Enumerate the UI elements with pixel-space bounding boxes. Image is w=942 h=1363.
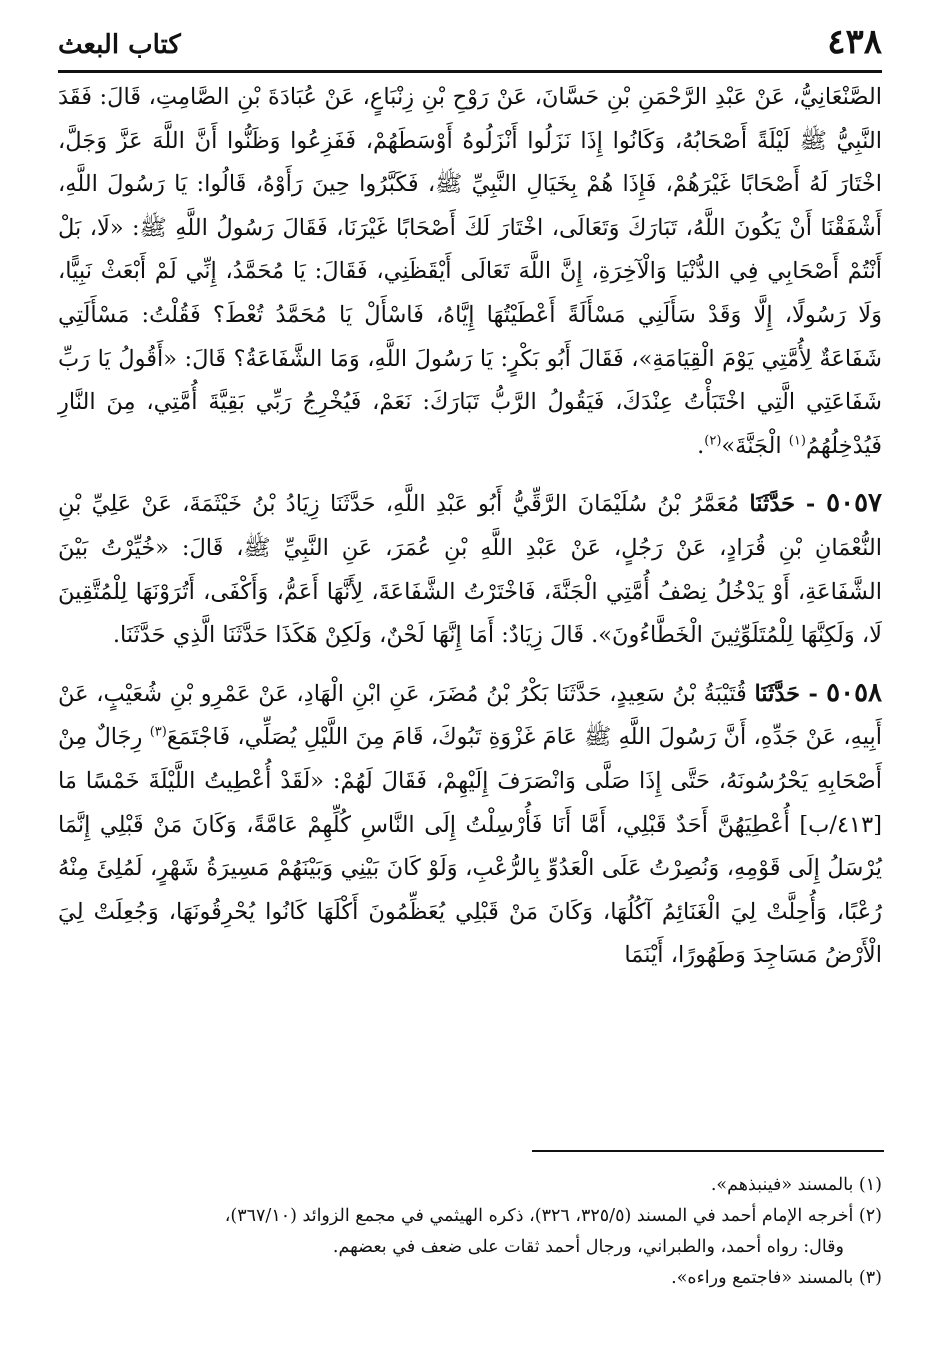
footnote-3: (٣) بالمسند «فاجتمع وراءه». (671, 1268, 882, 1288)
hadith-text: مُعَمَّرُ بْنُ سُلَيْمَانَ الرَّقِّيُّ أَبُو عَبْدِ اللَّهِ، حَدَّثَنَا زِيَادُ بْنُ خَيْثَمَةَ، عَنْ عَلِيِّ بْنِ النُّعْمَانِ بْنِ قُرَادٍ، عَنْ رَجُلٍ، عَنْ عَبْدِ اللَّهِ بْنِ عُمَرَ، عَنِ النَّبِيِّ ﷺ، قَالَ: «خُيِّرْتُ بَيْنَ الشَّفَاعَةِ، أَوْ يَدْخُلُ نِصْفُ أُمَّتِي الْجَنَّةَ، فَاخْتَرْتُ الشَّفَاعَةَ، لِأَنَّهَا أَعَمُّ، وَأَكْفَى، أَتُرَوْنَهَا لِلْمُتَّقِينَ لَا، وَلَكِنَّهَا لِلْمُتَلَوِّثِينَ الْخَطَّاءُونَ». قَالَ زِيَادٌ: أَمَا إِنَّهَا لَحْنٌ، وَلَكِنْ هَكَذَا حَدَّثَنَا الَّذِي حَدَّثَنَا. (58, 491, 882, 649)
page-number: ٤٣٨ (827, 22, 882, 62)
hadith-dash: - (795, 491, 827, 518)
hadith-5058 (58, 672, 882, 978)
footnote-ref-3: (٣) (149, 724, 167, 740)
hadith-text: قُتَيْبَةُ بْنُ سَعِيدٍ، حَدَّثَنَا بَكْرُ بْنُ مُضَرَ، عَنِ ابْنِ الْهَادِ، عَنْ عَمْرِو بْنِ شُعَيْبٍ، عَنْ أَبِيهِ، عَنْ جَدِّهِ، أَنَّ رَسُولَ اللَّهِ ﷺ عَامَ غَزْوَةِ تَبُوكَ، قَامَ مِنَ اللَّيْلِ يُصَلِّي، فَاجْتَمَعَ (58, 680, 882, 751)
paragraph-text-tail: الْجَنَّةَ» (721, 432, 789, 459)
book-title: كتاب البعث (58, 30, 181, 60)
header-rule (58, 70, 882, 73)
main-text (58, 76, 882, 978)
paragraph-text: الصَّنْعَانِيُّ، عَنْ عَبْدِ الرَّحْمَنِ بْنِ حَسَّانَ، عَنْ رَوْحِ بْنِ زِنْبَاعٍ، عَنْ عُبَادَةَ بْنِ الصَّامِتِ، قَالَ: فَقَدَ النَّبِيُّ ﷺ لَيْلَةً أَصْحَابُهُ، وَكَانُوا إِذَا نَزَلُوا أَنْزَلُوهُ أَوْسَطَهُمْ، فَفَزِعُوا وَظَنُّوا أَنَّ اللَّهَ عَزَّ وَجَلَّ، اخْتَارَ لَهُ أَصْحَابًا غَيْرَهُمْ، فَإِذَا هُمْ بِخَيَالِ النَّبِيِّ ﷺ، فَكَبَّرُوا حِينَ رَأَوْهُ، قَالُوا: يَا رَسُولَ اللَّهِ، أَشْفَقْنَا أَنْ يَكُونَ اللَّهُ، تَبَارَكَ وَتَعَالَى، اخْتَارَ لَكَ أَصْحَابًا غَيْرَنَا، فَقَالَ رَسُولُ اللَّهِ ﷺ: «لَا، بَلْ أَنْتُمْ أَصْحَابِي فِي الدُّنْيَا وَالْآخِرَةِ، إِنَّ اللَّهَ تَعَالَى أَيْقَظَنِي، فَقَالَ: يَا مُحَمَّدُ، إِنِّي لَمْ أَبْعَثْ نَبِيًّا، وَلَا رَسُولًا، إِلَّا وَقَدْ سَأَلَنِي مَسْأَلَةً أَعْطَيْتُهَا إِيَّاهُ، فَاسْأَلْ يَا مُحَمَّدُ تُعْطَ؟ فَقُلْتُ: مَسْأَلَتِي شَفَاعَةٌ لِأُمَّتِي يَوْمَ الْقِيَامَةِ»، فَقَالَ أَبُو بَكْرٍ: يَا رَسُولَ اللَّهِ، وَمَا الشَّفَاعَةُ؟ قَالَ: «أَقُولُ يَا رَبِّ شَفَاعَتِي الَّتِي اخْتَبَأْتُ عِنْدَكَ، فَيَقُولُ الرَّبُّ تَبَارَكَ: نَعَمْ، فَيُخْرِجُ رَبِّي بَقِيَّةَ أُمَّتِي، مِنَ النَّارِ فَيُدْخِلُهُمُ (58, 84, 882, 459)
hadith-dash: - (800, 680, 827, 707)
hadith-number: ٥٠٥٧ (826, 488, 882, 519)
hadith-number: ٥٠٥٨ (826, 677, 882, 708)
footnote-ref-2: (٢) (704, 433, 722, 449)
page-header (58, 22, 882, 68)
footnote-1: (١) بالمسند «فينبذهم». (710, 1175, 882, 1195)
footnote-2: (٢) أخرجه الإمام أحمد في المسند (٣٢٥/٥، ٣٢٦)، ذكره الهيثمي في مجمع الزوائد (٣٦٧/١٠)، (224, 1206, 882, 1226)
haddathana-word: حَدَّثَنَا (749, 491, 796, 518)
hadith-text-cont: رِجَالٌ مِنْ أَصْحَابِهِ يَحْرُسُونَهُ، حَتَّى إِذَا صَلَّى وَانْصَرَفَ إِلَيْهِمْ، فَقَالَ لَهُمْ: «لَقَدْ أُعْطِيتُ اللَّيْلَةَ خَمْسًا مَا [٤١٣/ب] أُعْطِيَهُنَّ أَحَدٌ قَبْلِي، أَمَّا أَنَا فَأُرْسِلْتُ إِلَى النَّاسِ كُلِّهِمْ عَامَّةً، وَكَانَ مَنْ قَبْلِي إِنَّمَا يُرْسَلُ إِلَى قَوْمِهِ، وَنُصِرْتُ عَلَى الْعَدُوِّ بِالرُّعْبِ، وَلَوْ كَانَ بَيْنِي وَبَيْنَهُمْ مَسِيرَةُ شَهْرٍ، لَمُلِئَ مِنْهُ رُعْبًا، وَأُحِلَّتْ لِيَ الْغَنَائِمُ آكُلُهَا، وَكَانَ مَنْ قَبْلِي يُعَظِّمُونَ أَكْلَهَا كَانُوا يُحْرِقُونَهَا، وَجُعِلَتْ لِيَ الْأَرْضُ مَسَاجِدَ وَطَهُورًا، أَيْنَمَا (58, 724, 882, 969)
footnote-2-continued: وقال: رواه أحمد، والطبراني، ورجال أحمد ثقات على ضعف في بعضهم. (332, 1237, 844, 1257)
footnote-rule (532, 1150, 884, 1152)
footnotes (58, 1170, 882, 1294)
haddathana-word: حَدَّثَنَا (754, 680, 801, 707)
hadith-5057 (58, 482, 882, 657)
paragraph-end: . (697, 432, 705, 459)
footnote-ref-1: (١) (788, 433, 806, 449)
paragraph-continuation (58, 76, 882, 468)
